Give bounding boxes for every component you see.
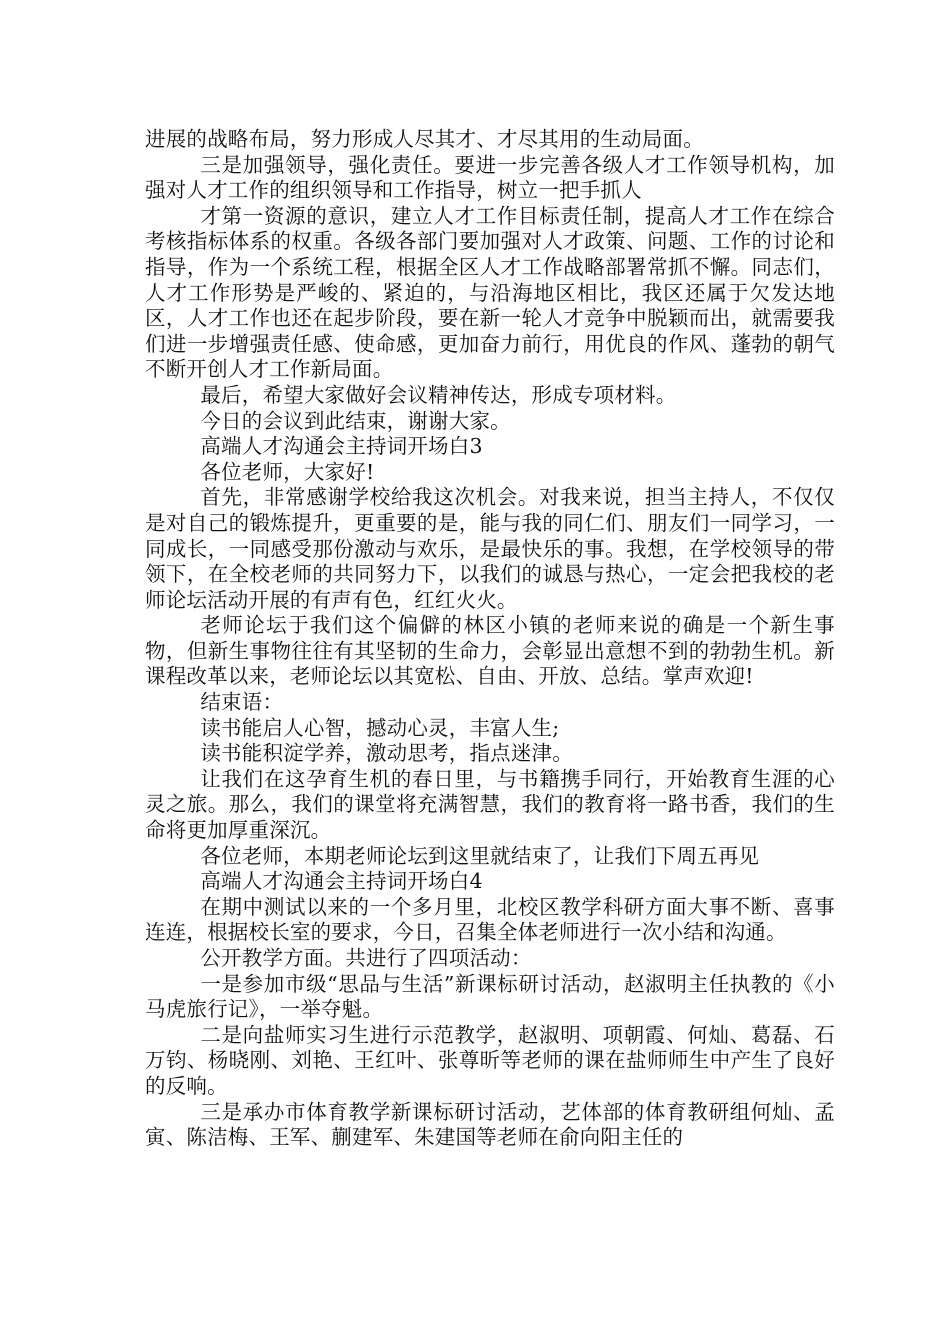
paragraph: 读书能积淀学养，激动思考，指点迷津。 <box>200 741 573 766</box>
paragraph: 进展的战略布局，努力形成人尽其才、才尽其用的生动局面。 <box>145 127 704 151</box>
document-body <box>145 127 835 1151</box>
paragraph: 才第一资源的意识，建立人才工作目标责任制，提高人才工作在综合考核指标体系的权重。各级各部门要加强对人才政策、问题、工作的讨论和指导，作为一个系统工程，根据全区人才工作战略部署常抓不懈。同志们，人才工作形势是严峻的、紧迫的，与沿海地区相比，我区还属于欠发达地区，人才工作也还在起步阶段，要在新一轮人才竞争中脱颖而出，就需要我们进一步增强责任感、使命感，更加奋力前行，用优良的作风、蓬勃的朝气不断开创人才工作新局面。 <box>145 203 835 382</box>
paragraph: 首先，非常感谢学校给我这次机会。对我来说，担当主持人，不仅仅是对自己的锻炼提升，更重要的是，能与我的同仁们、朋友们一同学习，一同成长，一同感受那份激动与欢乐，是最快乐的事。我想，在学校领导的带领下，在全校老师的共同努力下，以我们的诚恳与热心，一定会把我校的老师论坛活动开展的有声有色，红红火火。 <box>145 485 835 612</box>
paragraph: 结束语： <box>200 690 284 715</box>
paragraph: 二是向盐师实习生进行示范教学，赵淑明、项朝霞、何灿、葛磊、石万钧、杨晓刚、刘艳、王红叶、张尊昕等老师的课在盐师师生中产生了良好的反响。 <box>145 1022 835 1098</box>
section-heading: 高端人才沟通会主持词开场白3 <box>200 434 483 459</box>
paragraph: 各位老师，大家好! <box>200 459 375 484</box>
paragraph: 读书能启人心智，撼动心灵，丰富人生; <box>200 715 560 740</box>
paragraph: 三是加强领导，强化责任。要进一步完善各级人才工作领导机构，加强对人才工作的组织领导和工作指导，树立一把手抓人 <box>145 152 835 203</box>
paragraph: 最后，希望大家做好会议精神传达，形成专项材料。 <box>200 382 677 407</box>
paragraph: 三是承办市体育教学新课标研讨活动，艺体部的体育教研组何灿、孟寅、陈洁梅、王军、蒯建军、朱建国等老师在俞向阳主任的 <box>145 1099 835 1150</box>
paragraph: 让我们在这孕育生机的春日里，与书籍携手同行，开始教育生涯的心灵之旅。那么，我们的课堂将充满智慧，我们的教育将一路书香，我们的生命将更加厚重深沉。 <box>145 766 835 843</box>
paragraph: 老师论坛于我们这个偏僻的林区小镇的老师来说的确是一个新生事物，但新生事物往往有其坚韧的生命力，会彰显出意想不到的勃勃生机。新课程改革以来，老师论坛以其宽松、自由、开放、总结。掌声欢迎! <box>145 613 835 689</box>
paragraph: 一是参加市级“思品与生活”新课标研讨活动，赵淑明主任执教的《小马虎旅行记》，一举夺魁。 <box>145 971 835 1022</box>
paragraph: 各位老师，本期老师论坛到这里就结束了，让我们下周五再见 <box>200 843 760 868</box>
paragraph: 今日的会议到此结束，谢谢大家。 <box>200 408 511 433</box>
paragraph: 在期中测试以来的一个多月里，北校区教学科研方面大事不断、喜事连连，根据校长室的要求，今日，召集全体老师进行一次小结和沟通。 <box>145 894 835 945</box>
paragraph: 公开教学方面。共进行了四项活动： <box>200 946 532 970</box>
section-heading: 高端人才沟通会主持词开场白4 <box>200 869 483 894</box>
